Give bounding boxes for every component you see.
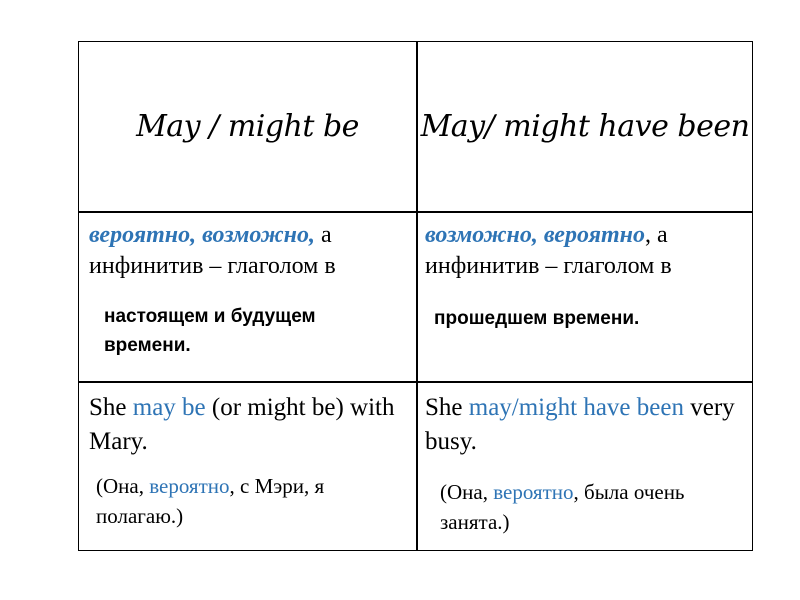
- example-past-start: She: [425, 394, 469, 421]
- meaning-past-text: , а инфинитив – глаголом в: [425, 222, 672, 279]
- header-may-might-be: May / might be: [136, 109, 359, 144]
- meaning-present-tense: настоящем и будущем времени.: [104, 306, 316, 356]
- meaning-present-modal: вероятно, возможно,: [89, 222, 315, 248]
- example-past: [425, 391, 745, 459]
- translation-past-start: (Она,: [440, 480, 494, 504]
- translation-present: [96, 471, 396, 531]
- translation-present-highlight: вероятно: [149, 474, 230, 498]
- meaning-present-text: а инфинитив – глаголом в: [89, 222, 336, 279]
- example-present-start: She: [89, 394, 133, 421]
- row-divider-2: [79, 381, 752, 383]
- meaning-past-tense: прошедшем времени.: [434, 308, 640, 329]
- example-past-modal: may/might have been: [468, 394, 684, 421]
- translation-present-end: , с Мэри, я полагаю.): [96, 474, 325, 528]
- row-divider-1: [79, 211, 752, 213]
- translation-past-highlight: вероятно: [493, 480, 574, 504]
- translation-present-start: (Она,: [96, 474, 150, 498]
- meaning-present: [89, 220, 409, 282]
- translation-past: [440, 477, 720, 537]
- meaning-past-modal: возможно, вероятно: [425, 222, 645, 248]
- grammar-table: [78, 41, 753, 551]
- example-present: [89, 391, 411, 459]
- meaning-past: [425, 220, 745, 282]
- translation-past-end: , была очень занята.): [440, 480, 685, 534]
- header-may-might-have-been: May/ might have been: [420, 109, 750, 144]
- example-present-end: (or might be) with Mary.: [89, 394, 395, 455]
- example-past-end: very busy.: [425, 394, 735, 455]
- example-present-modal: may be: [132, 394, 206, 421]
